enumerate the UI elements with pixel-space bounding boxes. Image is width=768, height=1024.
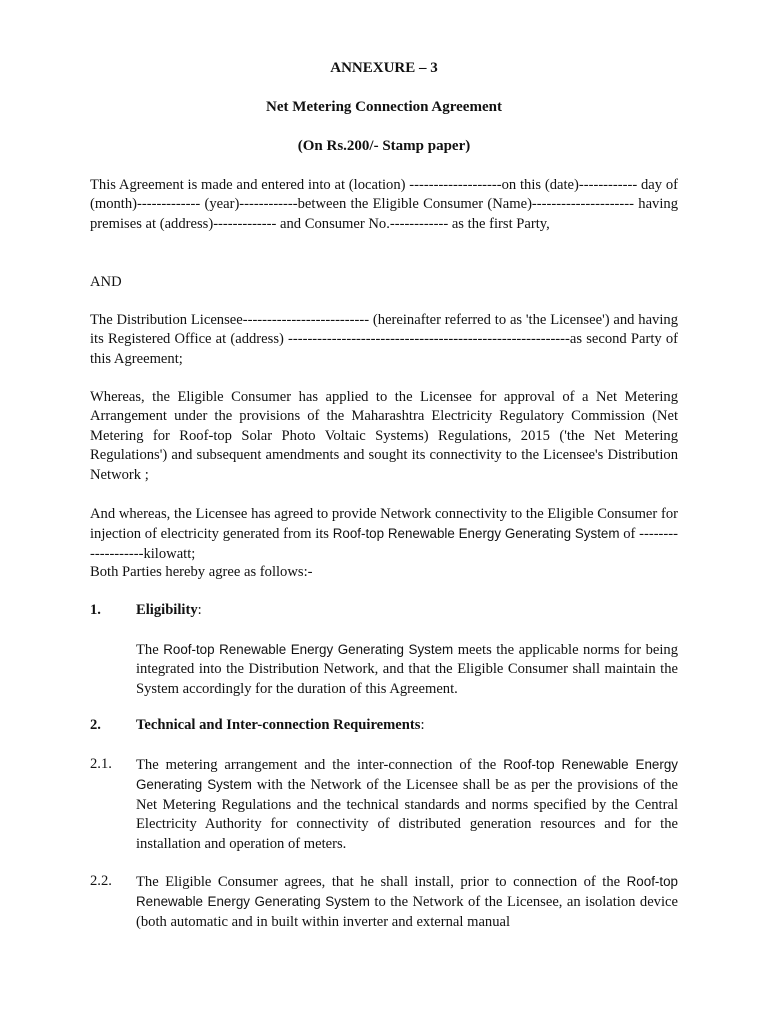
s22-system-name: Roof-top Renewable Energy Generating System (136, 874, 678, 910)
clause-2-2-body (136, 872, 678, 932)
whereas2-system-name: Roof-top Renewable Energy Generating System (332, 526, 620, 542)
section-2-colon: : (420, 717, 425, 733)
intro-paragraph: This Agreement is made and entered into at (location) -------------------on this (date)------------ day of (month)------------- (year)------------between the Eligible Consumer (Name)--------------------- having premises at (address)------------- and Consumer No.------------ as the first Party, (90, 177, 678, 232)
s1-system-name: Roof-top Renewable Energy Generating System (163, 642, 454, 657)
stamp-note: (On Rs.200/- Stamp paper) (297, 138, 471, 154)
s21-text-a: The metering arrangement and the inter-connection of the (136, 757, 504, 773)
whereas-paragraph-2 (90, 505, 678, 564)
section-1-body (136, 640, 678, 699)
s22-text-a: The Eligible Consumer agrees, that he shall install, prior to connection of the (136, 874, 627, 890)
s21-system-name: Roof-top Renewable Energy Generating System (136, 757, 678, 793)
agree-statement: Both Parties hereby agree as follows:- (90, 564, 313, 580)
clause-2-1-body (136, 755, 678, 854)
s1-text-a: The (136, 642, 164, 658)
section-1-title (136, 601, 202, 620)
licensee-paragraph: The Distribution Licensee-------------------------- (hereinafter referred to as 'the Licensee') and having its Registered Office at (address) ----------------------------------------------------------as second Party of this Agreement; (90, 312, 678, 367)
clause-2-2-number: 2.2. (90, 873, 112, 889)
s21-text-b: with the Network of the Licensee shall be as per the provisions of the Net Metering Regulations and the technical standards and norms specified by the Central Electricity Authority for connectivity of distributed generation resources and for the installation and operation of meters. (136, 777, 679, 852)
section-2-title-text: Technical and Inter-connection Requirements (136, 717, 421, 733)
agreement-title: Net Metering Connection Agreement (266, 99, 502, 115)
whereas-paragraph-1: Whereas, the Eligible Consumer has applied to the Licensee for approval of a Net Metering Arrangement under the provisions of the Maharashtra Electricity Regulatory Commission (Net Metering for Roof-top Solar Photo Voltaic Systems) Regulations, 2015 ('the Net Metering Regulations') and subsequent amendments and sought its connectivity to the Licensee's Distribution Network ; (90, 389, 678, 483)
clause-2-1-number: 2.1. (90, 756, 112, 772)
section-2-title (136, 716, 425, 735)
s1-text-b: meets the applicable norms for being integrated into the Distribution Network, and that the Eligible Consumer shall maintain the System accordingly for the duration of this Agreement. (136, 642, 678, 697)
section-1-number: 1. (90, 602, 101, 618)
s22-text-b: to the Network of the Licensee, an isolation device (both automatic and in built within inverter and external manual (136, 894, 678, 930)
whereas2-text-b: of -------------------kilowatt; (90, 526, 678, 562)
section-1-colon: : (197, 602, 202, 618)
and-separator: AND (90, 274, 122, 290)
whereas2-text-a: And whereas, the Licensee has agreed to provide Network connectivity to the Eligible Consumer for injection of electricity generated from its (90, 506, 678, 543)
section-2-number: 2. (90, 717, 101, 733)
annexure-heading: ANNEXURE – 3 (330, 60, 438, 76)
section-1-title-text: Eligibility (136, 602, 198, 618)
